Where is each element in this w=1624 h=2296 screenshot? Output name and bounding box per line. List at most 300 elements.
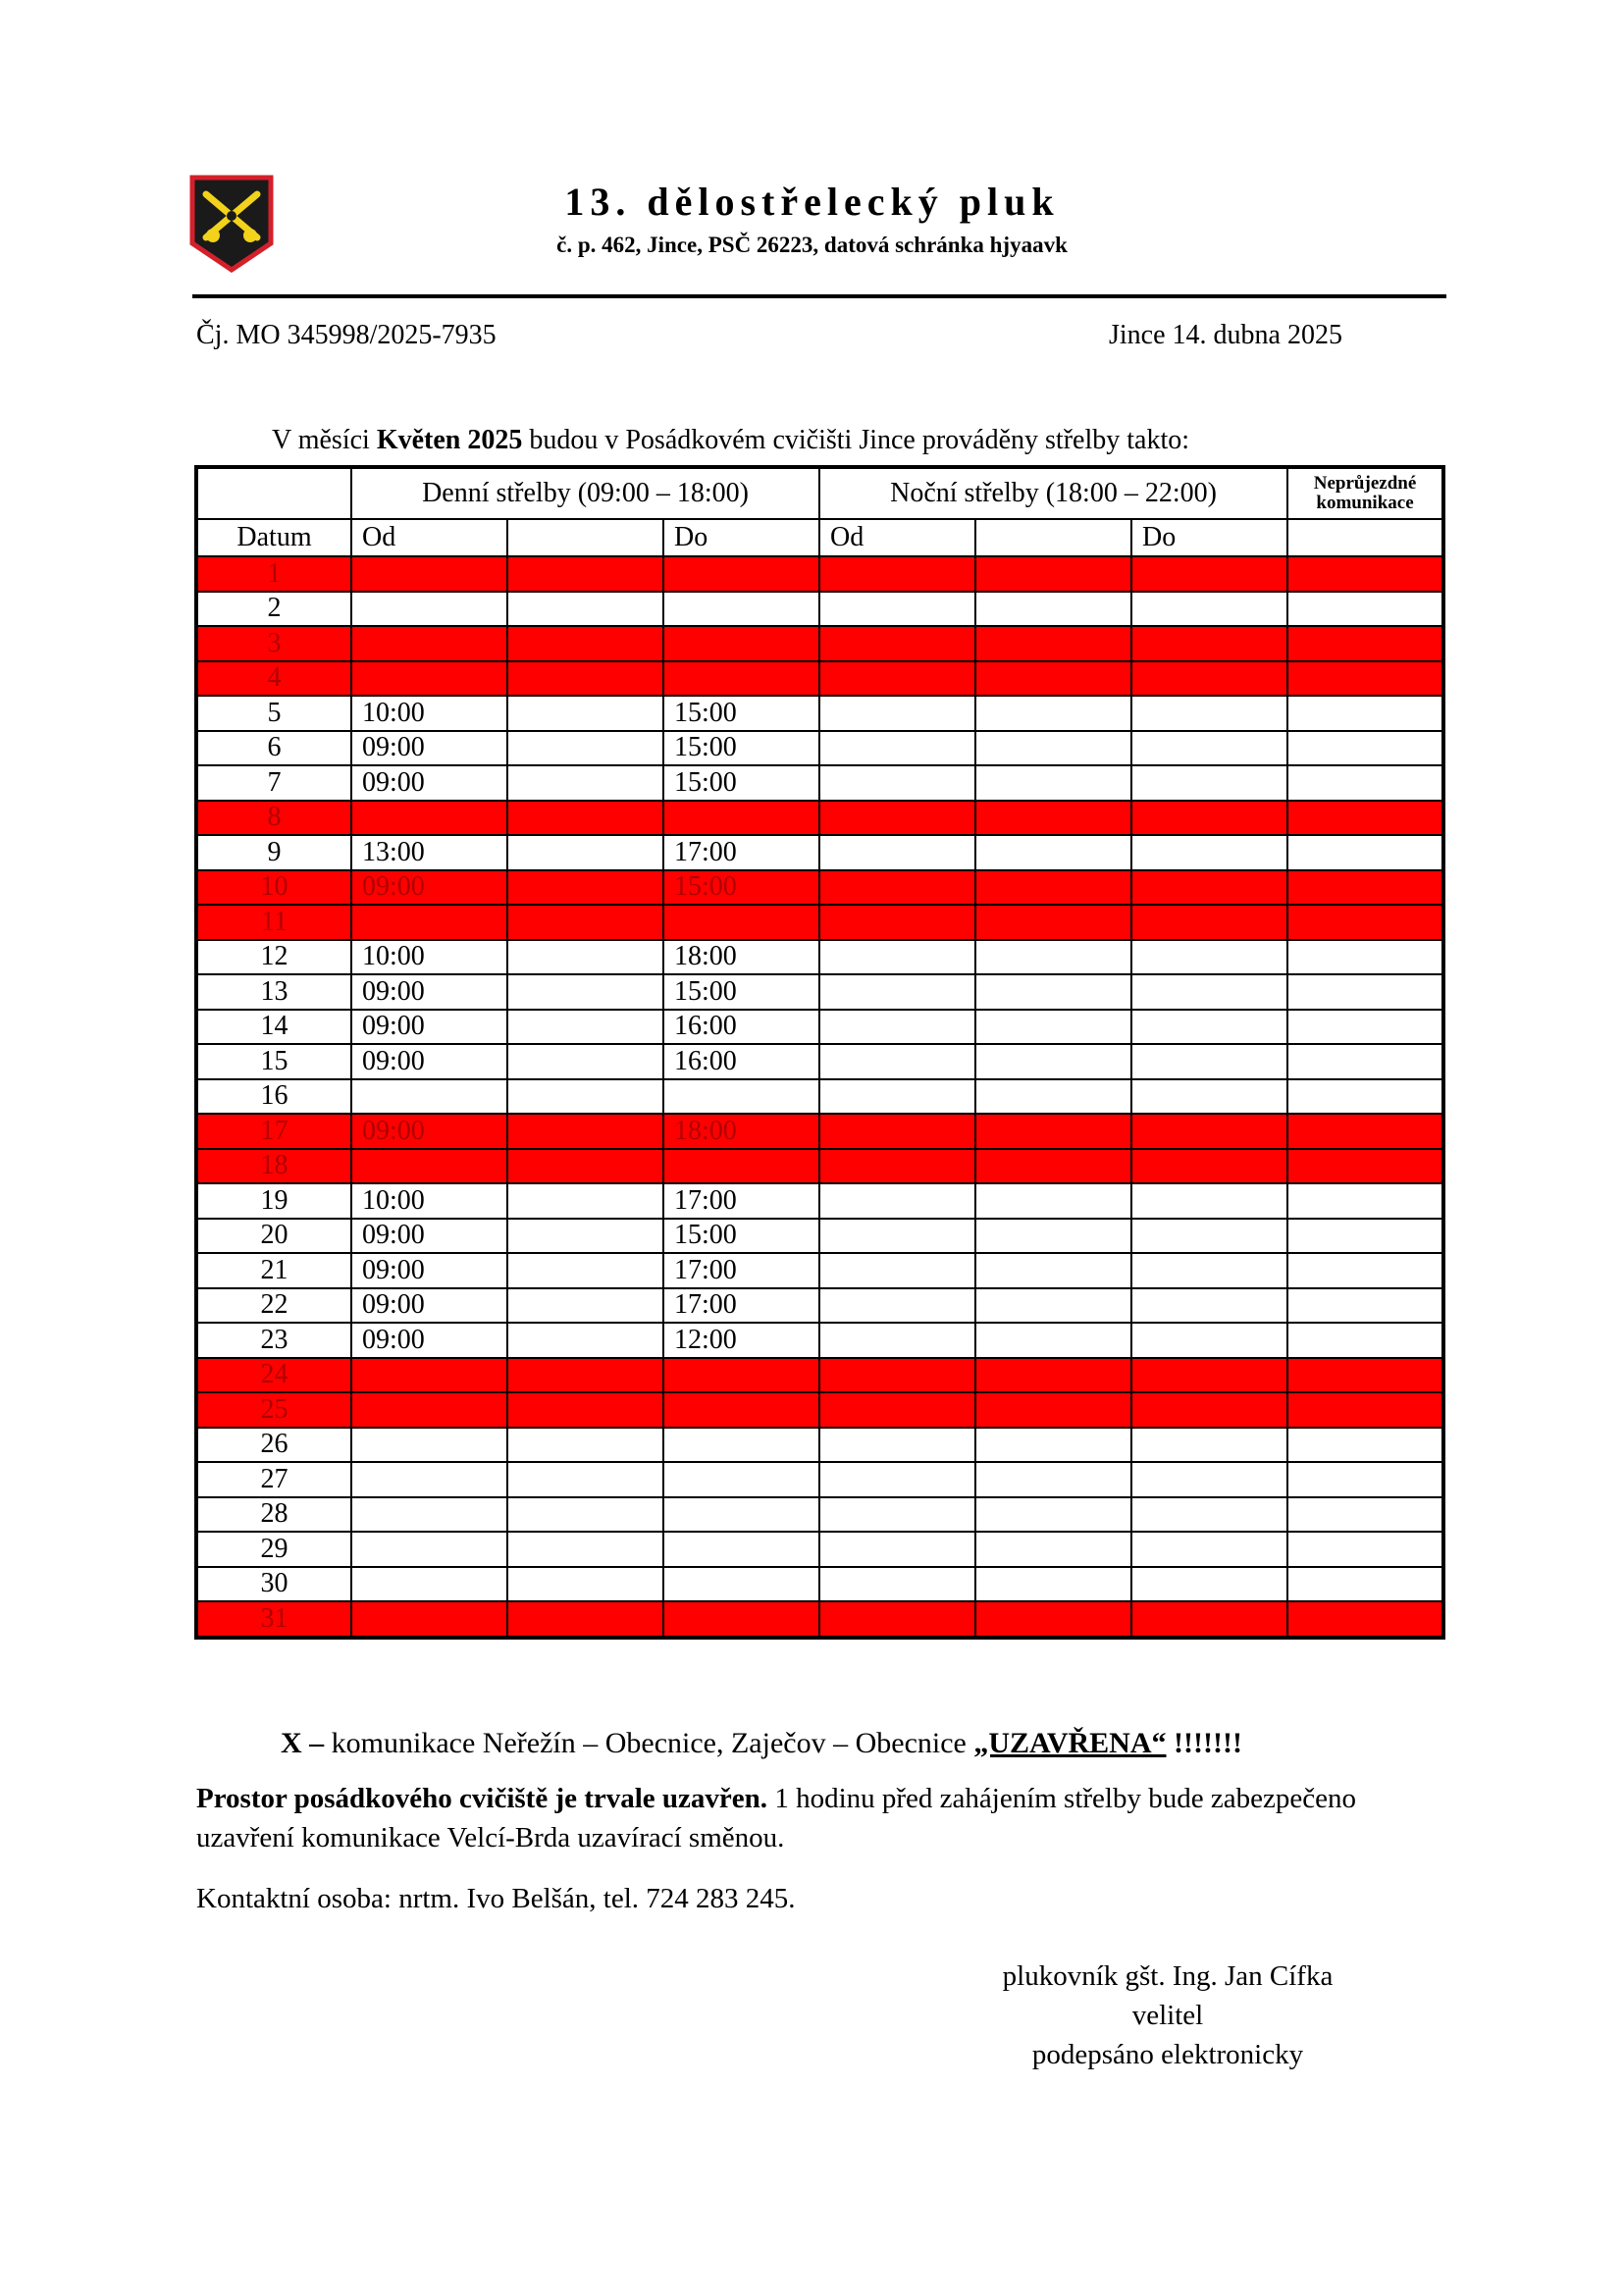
table-row — [196, 696, 1443, 731]
night-to-cell — [1131, 905, 1287, 940]
closed-roads-cell — [1287, 974, 1443, 1010]
day-from-cell — [351, 905, 507, 940]
night-spacer-cell — [975, 1601, 1131, 1638]
table-row — [196, 801, 1443, 836]
night-to-cell — [1131, 870, 1287, 906]
day-to-cell — [663, 1567, 819, 1602]
night-from-cell — [819, 1428, 975, 1463]
day-from-cell — [351, 1392, 507, 1428]
day-to-cell: 18:00 — [663, 1114, 819, 1149]
night-from-cell — [819, 1532, 975, 1567]
day-spacer-cell — [507, 1079, 663, 1115]
day-from-cell — [351, 1358, 507, 1393]
night-spacer-cell — [975, 835, 1131, 870]
night-to-cell — [1131, 661, 1287, 697]
closed-roads-cell — [1287, 905, 1443, 940]
night-from-cell — [819, 661, 975, 697]
day-spacer-cell — [507, 731, 663, 766]
day-number-cell: 15 — [196, 1044, 351, 1079]
day-spacer-cell — [507, 556, 663, 592]
night-from-cell — [819, 592, 975, 627]
closed-roads-cell — [1287, 592, 1443, 627]
day-from-cell — [351, 1532, 507, 1567]
night-from-cell — [819, 801, 975, 836]
day-number-cell: 27 — [196, 1462, 351, 1497]
night-spacer-cell — [975, 1323, 1131, 1358]
day-to-cell: 16:00 — [663, 1010, 819, 1045]
day-to-cell: 18:00 — [663, 940, 819, 975]
unit-address: č. p. 462, Jince, PSČ 26223, datová schránka hjyaavk — [556, 233, 1068, 257]
day-from-cell: 09:00 — [351, 1288, 507, 1324]
firing-schedule-table — [194, 465, 1445, 1640]
day-spacer-cell — [507, 1114, 663, 1149]
day-number-cell: 11 — [196, 905, 351, 940]
table-row — [196, 1079, 1443, 1115]
intro-month: Květen 2025 — [376, 425, 523, 455]
table-row — [196, 1114, 1443, 1149]
night-to-cell — [1131, 1149, 1287, 1184]
night-to-cell — [1131, 1567, 1287, 1602]
day-to-cell — [663, 1462, 819, 1497]
day-number-cell: 30 — [196, 1567, 351, 1602]
day-to-cell — [663, 592, 819, 627]
table-row — [196, 1323, 1443, 1358]
para-rest: 1 hodinu před zahájením střelby bude zabezpečeno uzavření komunikace Velcí-Brda uzavírací směnou. — [196, 1783, 1356, 1853]
day-number-cell: 1 — [196, 556, 351, 592]
day-from-cell — [351, 1428, 507, 1463]
table-row — [196, 1462, 1443, 1497]
table-row — [196, 1532, 1443, 1567]
closed-roads-note — [281, 1727, 1242, 1760]
day-from-cell: 09:00 — [351, 765, 507, 801]
day-to-cell — [663, 626, 819, 661]
day-spacer-cell — [507, 592, 663, 627]
night-to-cell — [1131, 835, 1287, 870]
day-to-cell — [663, 1358, 819, 1393]
night-from-cell — [819, 940, 975, 975]
day-from-cell: 09:00 — [351, 974, 507, 1010]
night-from-cell — [819, 870, 975, 906]
x-text: komunikace Neřežín – Obecnice, Zaječov – Obecnice — [324, 1727, 974, 1759]
day-number-cell: 6 — [196, 731, 351, 766]
night-from-cell — [819, 1462, 975, 1497]
day-from-cell — [351, 556, 507, 592]
night-from-cell — [819, 1079, 975, 1115]
day-number-cell: 3 — [196, 626, 351, 661]
day-number-cell: 20 — [196, 1219, 351, 1254]
night-spacer-cell — [975, 1253, 1131, 1288]
closed-roads-cell — [1287, 1497, 1443, 1533]
night-to-cell — [1131, 696, 1287, 731]
day-to-cell — [663, 1532, 819, 1567]
day-firing-header: Denní střelby (09:00 – 18:00) — [351, 467, 819, 519]
day-from-cell: 13:00 — [351, 835, 507, 870]
day-to-cell — [663, 661, 819, 697]
day-to-cell: 12:00 — [663, 1323, 819, 1358]
table-row — [196, 1358, 1443, 1393]
day-from-cell: 10:00 — [351, 940, 507, 975]
day-to-cell — [663, 1497, 819, 1533]
night-from-cell — [819, 1253, 975, 1288]
table-row — [196, 626, 1443, 661]
night-from-cell — [819, 835, 975, 870]
night-to-cell — [1131, 1532, 1287, 1567]
day-spacer-cell — [507, 1358, 663, 1393]
day-from-header: Od — [351, 519, 507, 556]
night-to-cell — [1131, 1183, 1287, 1219]
signature-name: plukovník gšt. Ing. Jan Cífka — [1002, 1960, 1334, 1992]
closed-roads-cell — [1287, 1044, 1443, 1079]
day-number-cell: 25 — [196, 1392, 351, 1428]
day-spacer-header — [507, 519, 663, 556]
table-row — [196, 905, 1443, 940]
night-to-cell — [1131, 940, 1287, 975]
closed-roads-cell — [1287, 696, 1443, 731]
day-spacer-cell — [507, 940, 663, 975]
night-spacer-cell — [975, 1219, 1131, 1254]
day-number-cell: 24 — [196, 1358, 351, 1393]
day-spacer-cell — [507, 1392, 663, 1428]
day-to-cell: 16:00 — [663, 1044, 819, 1079]
day-to-cell: 15:00 — [663, 974, 819, 1010]
closed-roads-cell — [1287, 1079, 1443, 1115]
day-number-cell: 14 — [196, 1010, 351, 1045]
day-spacer-cell — [507, 1532, 663, 1567]
night-spacer-cell — [975, 1114, 1131, 1149]
table-row — [196, 1392, 1443, 1428]
day-spacer-cell — [507, 905, 663, 940]
night-from-cell — [819, 1044, 975, 1079]
closed-roads-header: Neprůjezdné komunikace — [1287, 467, 1443, 519]
contact-person: Kontaktní osoba: nrtm. Ivo Belšán, tel. 724 283 245. — [196, 1883, 796, 1914]
table-row — [196, 1149, 1443, 1184]
day-to-cell — [663, 1079, 819, 1115]
table-row — [196, 1497, 1443, 1533]
day-number-cell: 13 — [196, 974, 351, 1010]
datum-header: Datum — [196, 519, 351, 556]
day-to-cell — [663, 801, 819, 836]
day-from-cell — [351, 1079, 507, 1115]
day-number-cell: 29 — [196, 1532, 351, 1567]
night-spacer-cell — [975, 870, 1131, 906]
intro-sentence — [272, 425, 1189, 456]
table-row — [196, 1044, 1443, 1079]
night-spacer-cell — [975, 1079, 1131, 1115]
night-to-cell — [1131, 1044, 1287, 1079]
night-to-cell — [1131, 1392, 1287, 1428]
reference-number: Čj. MO 345998/2025-7935 — [196, 320, 497, 350]
night-from-cell — [819, 696, 975, 731]
day-to-cell: 15:00 — [663, 765, 819, 801]
day-spacer-cell — [507, 1323, 663, 1358]
day-to-header: Do — [663, 519, 819, 556]
day-spacer-cell — [507, 1010, 663, 1045]
header-empty-cell — [196, 467, 351, 519]
day-number-cell: 19 — [196, 1183, 351, 1219]
night-from-cell — [819, 1010, 975, 1045]
night-spacer-cell — [975, 940, 1131, 975]
day-to-cell — [663, 1149, 819, 1184]
table-row — [196, 731, 1443, 766]
day-spacer-cell — [507, 1497, 663, 1533]
closed-roads-cell — [1287, 1532, 1443, 1567]
day-spacer-cell — [507, 765, 663, 801]
day-to-cell: 15:00 — [663, 696, 819, 731]
closed-roads-subheader — [1287, 519, 1443, 556]
night-spacer-cell — [975, 765, 1131, 801]
day-number-cell: 8 — [196, 801, 351, 836]
day-number-cell: 18 — [196, 1149, 351, 1184]
day-to-cell: 15:00 — [663, 1219, 819, 1254]
day-number-cell: 26 — [196, 1428, 351, 1463]
table-row — [196, 1183, 1443, 1219]
table-row — [196, 661, 1443, 697]
closed-roads-cell — [1287, 626, 1443, 661]
day-number-cell: 28 — [196, 1497, 351, 1533]
day-from-cell: 09:00 — [351, 731, 507, 766]
night-to-cell — [1131, 1010, 1287, 1045]
night-spacer-cell — [975, 556, 1131, 592]
day-spacer-cell — [507, 835, 663, 870]
closed-roads-cell — [1287, 1010, 1443, 1045]
night-from-cell — [819, 1601, 975, 1638]
day-spacer-cell — [507, 1044, 663, 1079]
unit-title: 13. dělostřelecký pluk — [564, 180, 1060, 224]
night-to-cell — [1131, 1497, 1287, 1533]
day-spacer-cell — [507, 870, 663, 906]
night-to-cell — [1131, 626, 1287, 661]
night-from-cell — [819, 556, 975, 592]
night-from-cell — [819, 1323, 975, 1358]
night-to-cell — [1131, 592, 1287, 627]
night-to-cell — [1131, 1462, 1287, 1497]
day-number-cell: 12 — [196, 940, 351, 975]
closed-roads-cell — [1287, 835, 1443, 870]
night-from-cell — [819, 1392, 975, 1428]
day-from-cell: 09:00 — [351, 1219, 507, 1254]
night-spacer-cell — [975, 592, 1131, 627]
night-spacer-header — [975, 519, 1131, 556]
night-to-header: Do — [1131, 519, 1287, 556]
table-row — [196, 1219, 1443, 1254]
night-spacer-cell — [975, 1010, 1131, 1045]
signature-role: velitel — [1131, 2000, 1204, 2031]
day-spacer-cell — [507, 626, 663, 661]
night-spacer-cell — [975, 1288, 1131, 1324]
night-from-cell — [819, 974, 975, 1010]
night-to-cell — [1131, 974, 1287, 1010]
day-to-cell: 17:00 — [663, 835, 819, 870]
x-closed: „UZAVŘENA“ — [973, 1727, 1167, 1759]
table-row — [196, 765, 1443, 801]
night-spacer-cell — [975, 1044, 1131, 1079]
day-from-cell — [351, 1567, 507, 1602]
day-to-cell: 15:00 — [663, 870, 819, 906]
day-spacer-cell — [507, 1149, 663, 1184]
closed-roads-cell — [1287, 556, 1443, 592]
day-spacer-cell — [507, 1462, 663, 1497]
table-row — [196, 940, 1443, 975]
day-number-cell: 10 — [196, 870, 351, 906]
day-from-cell: 09:00 — [351, 870, 507, 906]
day-to-cell: 17:00 — [663, 1183, 819, 1219]
night-from-cell — [819, 1288, 975, 1324]
night-to-cell — [1131, 1288, 1287, 1324]
day-from-cell: 09:00 — [351, 1044, 507, 1079]
night-to-cell — [1131, 556, 1287, 592]
closed-roads-cell — [1287, 1428, 1443, 1463]
night-to-cell — [1131, 1114, 1287, 1149]
night-spacer-cell — [975, 1358, 1131, 1393]
table-header-row — [196, 467, 1443, 519]
table-row — [196, 1010, 1443, 1045]
day-number-cell: 21 — [196, 1253, 351, 1288]
day-spacer-cell — [507, 661, 663, 697]
document-date: Jince 14. dubna 2025 — [1109, 320, 1342, 350]
closed-roads-cell — [1287, 1601, 1443, 1638]
day-number-cell: 23 — [196, 1323, 351, 1358]
closed-roads-cell — [1287, 1392, 1443, 1428]
table-row — [196, 1428, 1443, 1463]
closed-roads-cell — [1287, 661, 1443, 697]
day-to-cell — [663, 905, 819, 940]
night-from-cell — [819, 1567, 975, 1602]
night-from-cell — [819, 1358, 975, 1393]
closed-roads-cell — [1287, 1219, 1443, 1254]
night-from-cell — [819, 1219, 975, 1254]
day-spacer-cell — [507, 1601, 663, 1638]
day-spacer-cell — [507, 974, 663, 1010]
x-excl: !!!!!!! — [1166, 1727, 1242, 1759]
day-number-cell: 22 — [196, 1288, 351, 1324]
para-bold: Prostor posádkového cvičiště je trvale uzavřen. — [196, 1783, 768, 1814]
day-number-cell: 2 — [196, 592, 351, 627]
night-spacer-cell — [975, 1183, 1131, 1219]
night-to-cell — [1131, 1219, 1287, 1254]
day-spacer-cell — [507, 801, 663, 836]
night-spacer-cell — [975, 905, 1131, 940]
night-spacer-cell — [975, 696, 1131, 731]
x-mark: X – — [281, 1727, 325, 1759]
night-from-cell — [819, 1149, 975, 1184]
day-to-cell: 17:00 — [663, 1288, 819, 1324]
header-divider — [192, 294, 1446, 298]
day-to-cell — [663, 1392, 819, 1428]
day-from-cell — [351, 1462, 507, 1497]
table-row — [196, 592, 1443, 627]
night-spacer-cell — [975, 1462, 1131, 1497]
day-spacer-cell — [507, 696, 663, 731]
table-row — [196, 974, 1443, 1010]
day-spacer-cell — [507, 1219, 663, 1254]
day-spacer-cell — [507, 1288, 663, 1324]
day-spacer-cell — [507, 1183, 663, 1219]
day-from-cell: 09:00 — [351, 1253, 507, 1288]
day-to-cell: 15:00 — [663, 731, 819, 766]
night-from-cell — [819, 626, 975, 661]
table-row — [196, 835, 1443, 870]
closed-roads-cell — [1287, 870, 1443, 906]
day-number-cell: 17 — [196, 1114, 351, 1149]
day-spacer-cell — [507, 1253, 663, 1288]
night-firing-header: Noční střelby (18:00 – 22:00) — [819, 467, 1287, 519]
day-from-cell: 09:00 — [351, 1114, 507, 1149]
night-to-cell — [1131, 1358, 1287, 1393]
intro-post: budou v Posádkovém cvičišti Jince prováděny střelby takto: — [522, 425, 1189, 455]
closed-roads-cell — [1287, 1462, 1443, 1497]
table-row — [196, 1288, 1443, 1324]
day-from-cell — [351, 1149, 507, 1184]
day-from-cell: 10:00 — [351, 1183, 507, 1219]
night-to-cell — [1131, 1428, 1287, 1463]
area-closure-paragraph — [196, 1779, 1374, 1857]
night-to-cell — [1131, 801, 1287, 836]
day-to-cell — [663, 556, 819, 592]
night-spacer-cell — [975, 731, 1131, 766]
night-from-header: Od — [819, 519, 975, 556]
day-spacer-cell — [507, 1567, 663, 1602]
day-from-cell — [351, 1497, 507, 1533]
day-from-cell: 09:00 — [351, 1010, 507, 1045]
night-from-cell — [819, 905, 975, 940]
closed-roads-cell — [1287, 1567, 1443, 1602]
day-to-cell — [663, 1428, 819, 1463]
night-to-cell — [1131, 1253, 1287, 1288]
closed-roads-cell — [1287, 940, 1443, 975]
closed-roads-cell — [1287, 1149, 1443, 1184]
day-number-cell: 31 — [196, 1601, 351, 1638]
night-spacer-cell — [975, 974, 1131, 1010]
night-from-cell — [819, 1497, 975, 1533]
night-from-cell — [819, 1114, 975, 1149]
night-spacer-cell — [975, 1392, 1131, 1428]
day-number-cell: 9 — [196, 835, 351, 870]
day-from-cell: 09:00 — [351, 1323, 507, 1358]
day-number-cell: 4 — [196, 661, 351, 697]
table-row — [196, 1253, 1443, 1288]
night-to-cell — [1131, 731, 1287, 766]
night-spacer-cell — [975, 801, 1131, 836]
night-to-cell — [1131, 765, 1287, 801]
signature-note: podepsáno elektronicky — [1031, 2039, 1304, 2070]
day-number-cell: 7 — [196, 765, 351, 801]
table-row — [196, 1601, 1443, 1638]
night-spacer-cell — [975, 1532, 1131, 1567]
closed-roads-cell — [1287, 1323, 1443, 1358]
table-row — [196, 1567, 1443, 1602]
closed-roads-cell — [1287, 1288, 1443, 1324]
night-from-cell — [819, 1183, 975, 1219]
night-spacer-cell — [975, 1567, 1131, 1602]
closed-roads-cell — [1287, 731, 1443, 766]
night-to-cell — [1131, 1079, 1287, 1115]
closed-roads-cell — [1287, 801, 1443, 836]
closed-roads-cell — [1287, 765, 1443, 801]
day-from-cell — [351, 592, 507, 627]
night-to-cell — [1131, 1601, 1287, 1638]
day-from-cell — [351, 801, 507, 836]
day-from-cell: 10:00 — [351, 696, 507, 731]
night-spacer-cell — [975, 626, 1131, 661]
day-number-cell: 16 — [196, 1079, 351, 1115]
day-from-cell — [351, 661, 507, 697]
night-spacer-cell — [975, 1428, 1131, 1463]
table-row — [196, 870, 1443, 906]
night-spacer-cell — [975, 661, 1131, 697]
day-to-cell — [663, 1601, 819, 1638]
day-from-cell — [351, 626, 507, 661]
table-subheader-row — [196, 519, 1443, 556]
